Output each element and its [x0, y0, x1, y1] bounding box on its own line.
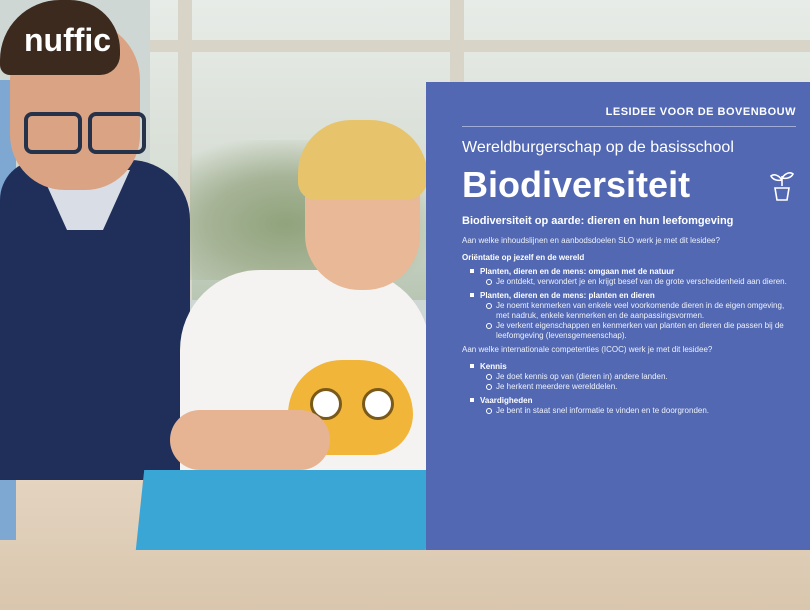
list-item: Je herkent meerdere werelddelen.	[486, 382, 796, 392]
window-frame	[150, 40, 810, 52]
blue-paper	[136, 470, 434, 550]
title-row	[462, 165, 796, 205]
competences-list	[462, 361, 796, 416]
question-slo: Aan welke inhoudslijnen en aanbodsdoelen SLO werk je met dit lesidee?	[462, 236, 720, 245]
list-item: Planten, dieren en de mens: planten en dieren Je noemt kenmerken van enkele veel voorkomende dieren in de eigen omgeving, met nadruk, enkele kenmerken en de aanpassingsvormen. Je verkent eigenschappen en kenmerken van planten en dieren die passen bij de leefomgeving (levensgemeenschap).	[470, 290, 796, 341]
list-item: Vaardigheden Je bent in staat snel informatie te vinden en te doorgronden.	[470, 395, 796, 416]
plant-pot-icon	[768, 168, 796, 202]
series-label: LESIDEE VOOR DE BOVENBOUW	[605, 106, 796, 118]
list-item: Je bent in staat snel informatie te vinden en te doorgronden.	[486, 406, 796, 416]
list-item: Planten, dieren en de mens: omgaan met de natuur Je ontdekt, verwondert je en krijgt besef van de grote verscheidenheid aan dieren.	[470, 266, 796, 287]
section-heading: Oriëntatie op jezelf en de wereld	[462, 253, 585, 262]
list-item: Je ontdekt, verwondert je en krijgt besef van de grote verscheidenheid aan dieren.	[486, 277, 796, 287]
panel-content	[462, 82, 796, 419]
info-panel	[426, 82, 810, 550]
nuffic-logo: nuffic	[24, 22, 112, 58]
glasses	[24, 112, 146, 150]
objectives-list	[462, 266, 796, 341]
panel-subhead: Biodiversiteit op aarde: dieren en hun leefomgeving	[462, 215, 734, 227]
panel-title: Biodiversiteit	[462, 164, 691, 205]
list-item: Je doet kennis op van (dieren in) andere landen.	[486, 372, 796, 382]
panel-subtitle: Wereldburgerschap op de basisschool	[462, 139, 734, 156]
list-item: Kennis Je doet kennis op van (dieren in) andere landen. Je herkent meerdere werelddelen.	[470, 361, 796, 392]
list-item: Je noemt kenmerken van enkele veel voorkomende dieren in de eigen omgeving, met nadruk, enkele kenmerken en de aanpassingsvormen.	[486, 301, 796, 321]
child-arm	[170, 410, 330, 470]
list-item: Je verkent eigenschappen en kenmerken van planten en dieren die passen bij de leefomgeving (levensgemeenschap).	[486, 321, 796, 341]
question-icoc: Aan welke internationale competenties (ICOC) werk je met dit lesidee?	[462, 345, 713, 354]
divider	[462, 126, 796, 127]
